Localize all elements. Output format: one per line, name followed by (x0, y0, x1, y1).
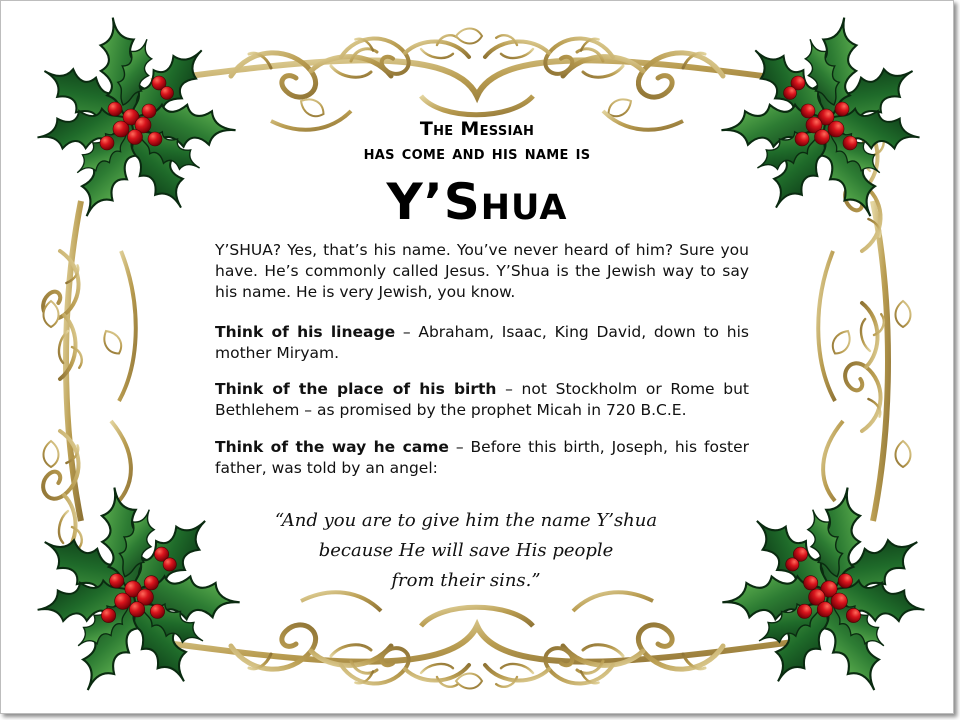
angel-quote (1, 506, 931, 596)
paragraph-lineage-lead: Think of his lineage (215, 323, 396, 341)
paragraph-intro (215, 240, 749, 303)
paragraph-lineage (215, 322, 749, 364)
paragraph-way-text: – Before this birth, Joseph, his foster father, was told by an angel: (215, 438, 750, 477)
paragraph-birthplace-text: – not Stockholm or Rome but Bethlehem – as promised by the prophet Micah in 720 B.C.E. (215, 380, 749, 419)
quote-line-3: from their sins.” (391, 570, 541, 591)
paragraph-way (215, 437, 749, 479)
heading-line-2: has come and his name is (363, 142, 591, 164)
card-content (1, 1, 953, 713)
title-name: Y’Shua (386, 173, 568, 231)
paragraph-way-lead: Think of the way he came (215, 438, 449, 456)
quote-line-1: “And you are to give him the name Y’shua (274, 510, 658, 531)
paragraph-intro-text: Y’SHUA? Yes, that’s his name. You’ve never heard of him? Sure you have. He’s commonly called Jesus. Y’Shua is the Jewish way to say his name. He is very Jewish, you know. (215, 241, 749, 301)
quote-line-2: because He will save His people (318, 540, 614, 561)
heading-line-1: The Messiah (419, 118, 535, 140)
paragraph-lineage-text: – Abraham, Isaac, King David, down to his mother Miryam. (215, 323, 749, 362)
paragraph-birthplace-lead: Think of the place of his birth (215, 380, 497, 398)
paragraph-birthplace (215, 379, 749, 421)
